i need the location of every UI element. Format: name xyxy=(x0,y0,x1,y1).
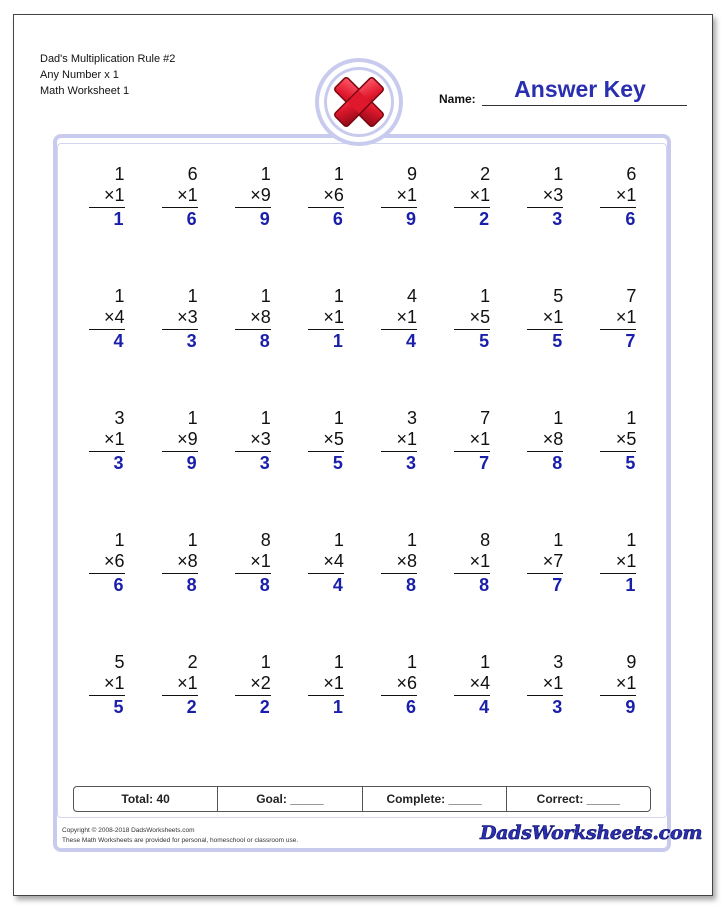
multiply-operator: × xyxy=(396,307,408,327)
problem-stack xyxy=(454,286,490,352)
multiplier xyxy=(600,673,636,696)
multiplier xyxy=(89,673,125,696)
multiplicand: 3 xyxy=(114,408,125,428)
multiply-operator: × xyxy=(542,429,554,449)
multiply-operator: × xyxy=(177,307,188,327)
problem-stack xyxy=(235,652,271,718)
multiplicand: 1 xyxy=(187,286,198,306)
answer: 2 xyxy=(259,697,270,717)
multiplicand: 7 xyxy=(626,286,637,306)
answer: 8 xyxy=(552,453,563,473)
problem xyxy=(70,650,143,772)
multiplicand: 8 xyxy=(480,530,491,550)
usage-line: These Math Worksheets are provided for personal, homeschool or classroom use. xyxy=(62,837,299,844)
multiplier-value: 1 xyxy=(480,185,491,205)
problem xyxy=(582,406,655,528)
multiplicand: 1 xyxy=(407,652,418,672)
problem xyxy=(289,162,362,284)
multiplier xyxy=(162,673,198,696)
answer: 6 xyxy=(113,575,124,595)
multiplier-value: 4 xyxy=(480,673,491,693)
multiplier xyxy=(235,429,271,452)
problem-stack xyxy=(162,286,198,352)
multiplier-value: 1 xyxy=(333,307,344,327)
answer: 5 xyxy=(479,331,490,351)
problem xyxy=(143,406,216,528)
multiplicand: 5 xyxy=(114,652,125,672)
problem xyxy=(216,650,289,772)
problem xyxy=(289,284,362,406)
problem-stack xyxy=(89,652,125,718)
problem xyxy=(216,528,289,650)
problem-stack xyxy=(308,652,344,718)
multiply-operator: × xyxy=(396,185,408,205)
problem-stack xyxy=(381,164,417,230)
problem xyxy=(436,528,509,650)
multiplicand: 9 xyxy=(626,652,637,672)
problem-stack xyxy=(89,164,125,230)
problem-stack xyxy=(89,286,125,352)
multiplier xyxy=(600,307,636,330)
multiplier-value: 3 xyxy=(260,429,271,449)
multiply-operator: × xyxy=(396,429,408,449)
problem-stack xyxy=(600,530,636,596)
multiplicand: 1 xyxy=(260,286,271,306)
multiplier xyxy=(235,185,271,208)
score-complete: Complete: _____ xyxy=(363,787,507,811)
problem xyxy=(70,406,143,528)
multiply-operator: × xyxy=(469,185,481,205)
multiplicand: 1 xyxy=(114,530,125,550)
multiplier-value: 3 xyxy=(553,185,564,205)
answer: 5 xyxy=(552,331,563,351)
problem xyxy=(436,284,509,406)
multiplier xyxy=(454,307,490,330)
multiplier xyxy=(89,307,125,330)
multiply-operator: × xyxy=(323,673,334,693)
answer: 4 xyxy=(479,697,490,717)
multiplier xyxy=(162,429,198,452)
multiplier-value: 8 xyxy=(407,551,418,571)
multiplicand: 2 xyxy=(187,652,198,672)
answer: 9 xyxy=(406,209,417,229)
problem-stack xyxy=(454,652,490,718)
problem xyxy=(143,528,216,650)
multiplier xyxy=(527,429,563,452)
multiplier-value: 2 xyxy=(260,673,271,693)
multiply-operator: × xyxy=(469,673,481,693)
problem xyxy=(582,162,655,284)
answer: 8 xyxy=(406,575,417,595)
problem-stack xyxy=(162,164,198,230)
multiplicand: 1 xyxy=(260,164,271,184)
multiplier-value: 6 xyxy=(114,551,125,571)
worksheet-title-block xyxy=(40,51,175,99)
problem-stack xyxy=(381,286,417,352)
problem xyxy=(509,284,582,406)
multiplier-value: 1 xyxy=(553,673,564,693)
multiply-operator: × xyxy=(615,429,627,449)
multiplicand: 5 xyxy=(553,286,564,306)
name-label: Name: xyxy=(439,92,476,106)
multiply-operator: × xyxy=(323,551,334,571)
multiplier xyxy=(308,307,344,330)
multiplier-value: 4 xyxy=(333,551,344,571)
multiplier-value: 1 xyxy=(114,185,125,205)
multiply-logo xyxy=(315,58,403,146)
multiply-operator: × xyxy=(615,307,627,327)
answer: 1 xyxy=(332,331,343,351)
multiply-operator: × xyxy=(615,185,627,205)
multiplicand: 1 xyxy=(114,164,125,184)
problem xyxy=(509,162,582,284)
multiplicand: 9 xyxy=(407,164,418,184)
problem-stack xyxy=(162,530,198,596)
multiplier xyxy=(381,673,417,696)
problem xyxy=(216,406,289,528)
multiplier-value: 8 xyxy=(260,307,271,327)
multiplier xyxy=(89,185,125,208)
multiplier-value: 6 xyxy=(407,673,418,693)
multiplicand: 1 xyxy=(553,408,564,428)
multiply-operator: × xyxy=(104,551,115,571)
problem-stack xyxy=(235,408,271,474)
problem xyxy=(363,528,436,650)
multiplier xyxy=(600,429,636,452)
problem xyxy=(70,162,143,284)
multiply-operator: × xyxy=(469,429,481,449)
answer: 4 xyxy=(406,331,417,351)
multiplier-value: 1 xyxy=(260,551,271,571)
problem xyxy=(289,528,362,650)
multiplicand: 1 xyxy=(626,530,637,550)
multiplier xyxy=(162,185,198,208)
multiplier-value: 5 xyxy=(333,429,344,449)
multiplier xyxy=(527,551,563,574)
multiplier xyxy=(235,307,271,330)
multiply-operator: × xyxy=(177,551,188,571)
answer: 8 xyxy=(259,575,270,595)
answer: 8 xyxy=(186,575,197,595)
multiplicand: 6 xyxy=(187,164,198,184)
problem xyxy=(509,406,582,528)
multiplicand: 1 xyxy=(187,530,198,550)
answer: 9 xyxy=(259,209,270,229)
multiplier xyxy=(454,673,490,696)
problem xyxy=(582,528,655,650)
multiplier xyxy=(308,429,344,452)
multiply-operator: × xyxy=(323,429,334,449)
multiplicand: 1 xyxy=(333,286,344,306)
multiplier xyxy=(527,185,563,208)
problem xyxy=(216,284,289,406)
problem-stack xyxy=(235,164,271,230)
red-x-multiply-icon xyxy=(329,72,389,132)
answer: 5 xyxy=(113,697,124,717)
multiplier-value: 1 xyxy=(187,185,198,205)
score-correct: Correct: _____ xyxy=(536,792,621,806)
multiplicand: 1 xyxy=(333,530,344,550)
answer: 4 xyxy=(332,575,343,595)
multiply-operator: × xyxy=(542,673,554,693)
problem-stack xyxy=(381,652,417,718)
answer: 3 xyxy=(186,331,197,351)
multiplicand: 1 xyxy=(187,408,198,428)
multiplier-value: 6 xyxy=(333,185,344,205)
name-line xyxy=(482,105,687,106)
problem xyxy=(363,406,436,528)
multiply-operator: × xyxy=(104,185,115,205)
answer: 6 xyxy=(406,697,417,717)
score-bar xyxy=(73,786,651,812)
answer: 7 xyxy=(552,575,563,595)
multiplicand: 3 xyxy=(553,652,564,672)
multiplier-value: 7 xyxy=(553,551,564,571)
answer: 3 xyxy=(259,453,270,473)
multiplier xyxy=(381,307,417,330)
multiplicand: 2 xyxy=(480,164,491,184)
multiplier-value: 1 xyxy=(553,307,564,327)
problem-stack xyxy=(600,652,636,718)
problem xyxy=(143,650,216,772)
answer: 8 xyxy=(479,575,490,595)
problem-stack xyxy=(162,652,198,718)
multiplier-value: 1 xyxy=(187,673,198,693)
multiply-operator: × xyxy=(323,185,334,205)
multiply-operator: × xyxy=(396,551,408,571)
problem xyxy=(436,650,509,772)
problem xyxy=(363,162,436,284)
multiplier xyxy=(381,429,417,452)
problem xyxy=(289,650,362,772)
problem-grid xyxy=(70,162,655,772)
problem xyxy=(216,162,289,284)
multiplier xyxy=(89,551,125,574)
multiply-operator: × xyxy=(542,185,554,205)
multiplier xyxy=(600,185,636,208)
multiply-operator: × xyxy=(323,307,334,327)
problem-stack xyxy=(308,164,344,230)
problem xyxy=(582,650,655,772)
problem-stack xyxy=(162,408,198,474)
problem xyxy=(70,284,143,406)
problem-stack xyxy=(454,408,490,474)
answer: 4 xyxy=(113,331,124,351)
multiply-operator: × xyxy=(104,307,115,327)
answer: 9 xyxy=(186,453,197,473)
answer: 5 xyxy=(332,453,343,473)
answer: 5 xyxy=(625,453,636,473)
problem-stack xyxy=(381,408,417,474)
multiplicand: 1 xyxy=(333,164,344,184)
multiply-operator: × xyxy=(469,307,481,327)
multiplier-value: 5 xyxy=(626,429,637,449)
multiply-operator: × xyxy=(615,673,627,693)
answer: 8 xyxy=(259,331,270,351)
problem xyxy=(363,650,436,772)
multiply-operator: × xyxy=(250,429,261,449)
multiplier xyxy=(381,185,417,208)
answer: 2 xyxy=(186,697,197,717)
problem-stack xyxy=(600,408,636,474)
problem-stack xyxy=(381,530,417,596)
problem xyxy=(582,284,655,406)
multiplicand: 7 xyxy=(480,408,491,428)
answer: 3 xyxy=(113,453,124,473)
multiplicand: 1 xyxy=(553,530,564,550)
multiplicand: 6 xyxy=(626,164,637,184)
answer: 3 xyxy=(552,209,563,229)
multiplier xyxy=(89,429,125,452)
copyright-line: Copyright © 2008-2018 DadsWorksheets.com xyxy=(62,827,195,834)
problem-stack xyxy=(308,408,344,474)
multiplicand: 1 xyxy=(626,408,637,428)
multiplicand: 8 xyxy=(260,530,271,550)
multiplier-value: 8 xyxy=(553,429,564,449)
multiplier-value: 9 xyxy=(187,429,198,449)
worksheet-subtitle: Any Number x 1 xyxy=(40,69,119,81)
problem-stack xyxy=(89,408,125,474)
multiplier xyxy=(162,551,198,574)
multiplicand: 1 xyxy=(114,286,125,306)
multiply-operator: × xyxy=(104,673,115,693)
worksheet-number: Math Worksheet 1 xyxy=(40,85,130,97)
problem xyxy=(509,528,582,650)
copyright-notice xyxy=(62,826,298,846)
problem xyxy=(143,284,216,406)
multiplier-value: 9 xyxy=(260,185,271,205)
multiplier-value: 5 xyxy=(480,307,491,327)
answer: 1 xyxy=(625,575,636,595)
problem-stack xyxy=(527,286,563,352)
multiply-operator: × xyxy=(542,551,554,571)
problem-stack xyxy=(600,164,636,230)
problem xyxy=(436,406,509,528)
multiply-operator: × xyxy=(542,307,554,327)
multiplicand: 1 xyxy=(407,530,418,550)
problem-stack xyxy=(235,530,271,596)
problem-stack xyxy=(308,286,344,352)
multiplicand: 1 xyxy=(260,652,271,672)
problem xyxy=(509,650,582,772)
multiplier xyxy=(454,185,490,208)
multiplier-value: 1 xyxy=(333,673,344,693)
answer-key-text: Answer Key xyxy=(514,76,646,102)
multiply-operator: × xyxy=(104,429,115,449)
problem-stack xyxy=(527,652,563,718)
multiply-operator: × xyxy=(250,673,261,693)
multiplier-value: 1 xyxy=(114,673,125,693)
multiplier xyxy=(235,551,271,574)
multiplicand: 1 xyxy=(553,164,564,184)
multiplier-value: 8 xyxy=(187,551,198,571)
multiplier xyxy=(454,551,490,574)
problem-stack xyxy=(89,530,125,596)
problem xyxy=(289,406,362,528)
answer: 9 xyxy=(625,697,636,717)
multiply-operator: × xyxy=(177,429,188,449)
problem-stack xyxy=(527,408,563,474)
score-total: Total: 40 xyxy=(74,787,218,811)
score-goal: Goal: _____ xyxy=(218,787,362,811)
multiplier-value: 3 xyxy=(187,307,198,327)
answer: 6 xyxy=(332,209,343,229)
problem xyxy=(143,162,216,284)
answer: 6 xyxy=(625,209,636,229)
multiplier-value: 1 xyxy=(407,307,418,327)
problem-stack xyxy=(527,164,563,230)
multiplier xyxy=(454,429,490,452)
problem xyxy=(363,284,436,406)
multiplicand: 1 xyxy=(333,408,344,428)
multiplicand: 1 xyxy=(480,652,491,672)
answer: 3 xyxy=(406,453,417,473)
multiplier xyxy=(527,673,563,696)
multiplier xyxy=(600,551,636,574)
multiply-operator: × xyxy=(250,307,261,327)
multiply-operator: × xyxy=(250,551,261,571)
multiply-operator: × xyxy=(177,673,188,693)
multiply-operator: × xyxy=(250,185,261,205)
multiplier xyxy=(308,551,344,574)
answer: 7 xyxy=(625,331,636,351)
answer: 7 xyxy=(479,453,490,473)
multiplier-value: 1 xyxy=(407,429,418,449)
problem-stack xyxy=(308,530,344,596)
answer: 1 xyxy=(332,697,343,717)
multiply-operator: × xyxy=(469,551,481,571)
multiplier xyxy=(162,307,198,330)
multiplier xyxy=(308,185,344,208)
problem xyxy=(436,162,509,284)
answer: 6 xyxy=(186,209,197,229)
multiplier xyxy=(381,551,417,574)
answer: 3 xyxy=(552,697,563,717)
multiplier-value: 1 xyxy=(626,551,637,571)
multiplier-value: 1 xyxy=(626,185,637,205)
multiplier-value: 4 xyxy=(114,307,125,327)
multiplicand: 1 xyxy=(333,652,344,672)
multiplicand: 4 xyxy=(407,286,418,306)
multiplier-value: 1 xyxy=(626,673,637,693)
brand-logo: DadsWorksheets.com xyxy=(480,822,703,844)
multiply-operator: × xyxy=(177,185,188,205)
multiplicand: 1 xyxy=(260,408,271,428)
worksheet-title: Dad's Multiplication Rule #2 xyxy=(40,53,176,65)
multiply-operator: × xyxy=(615,551,627,571)
multiplier-value: 1 xyxy=(407,185,418,205)
problem-stack xyxy=(527,530,563,596)
multiplicand: 1 xyxy=(480,286,491,306)
multiply-operator: × xyxy=(396,673,408,693)
answer: 2 xyxy=(479,209,490,229)
multiplier-value: 1 xyxy=(114,429,125,449)
answer: 1 xyxy=(113,209,124,229)
problem xyxy=(70,528,143,650)
problem-stack xyxy=(454,164,490,230)
problem-stack xyxy=(454,530,490,596)
multiplier-value: 1 xyxy=(626,307,637,327)
multiplier xyxy=(308,673,344,696)
problem-stack xyxy=(600,286,636,352)
problem-stack xyxy=(235,286,271,352)
multiplier xyxy=(235,673,271,696)
multiplier-value: 1 xyxy=(480,551,491,571)
multiplier xyxy=(527,307,563,330)
multiplier-value: 1 xyxy=(480,429,491,449)
multiplicand: 3 xyxy=(407,408,418,428)
